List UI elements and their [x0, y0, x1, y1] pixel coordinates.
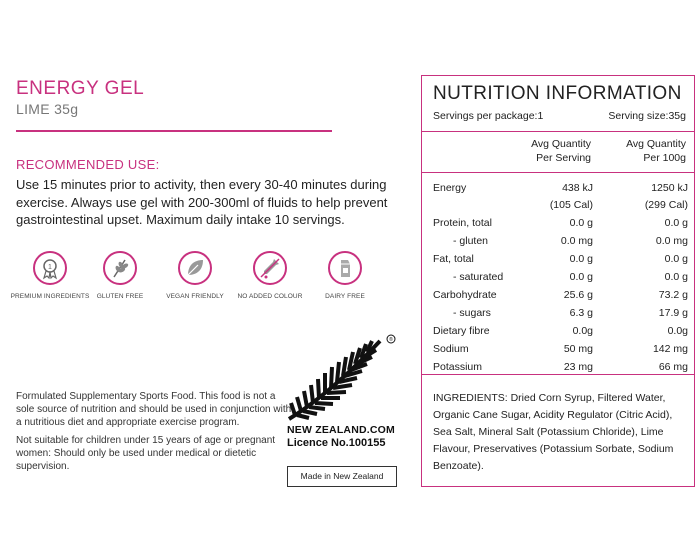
nutrient-name: - gluten — [453, 235, 489, 247]
col-header-per-serving — [511, 137, 591, 165]
ingredients-text: INGREDIENTS: Dried Corn Syrup, Filtered Water, Organic Cane Sugar, Acidity Regulator (Citric Acid), Sea Salt, Mineral Salt (Potassium Chloride), Lime Flavour, Preservatives (Potassium Sorbate, Sodium Benzoate). — [433, 392, 674, 472]
per-100g-value: 0.0 g — [664, 271, 688, 283]
nutrition-row — [433, 181, 688, 195]
per-serving-value: 0.0g — [572, 325, 593, 337]
per-100g-value: 0.0g — [667, 325, 688, 337]
nutrient-name: Potassium — [433, 361, 483, 373]
title-divider — [16, 130, 332, 132]
recommended-text: Use 15 minutes prior to activity, then every 30-40 minutes during exercise. Always use gel with 200-300ml of fluids to help prevent gastrointestinal upset. Maximum daily intake 10 servings. — [16, 177, 388, 227]
per-100g-value: (299 Cal) — [644, 199, 688, 211]
nutrition-divider-1 — [422, 131, 694, 132]
nutrition-panel — [421, 75, 695, 487]
wheat-icon — [103, 251, 137, 285]
nutrition-row — [433, 252, 688, 266]
nutrition-row — [433, 198, 688, 212]
fern-logo-icon — [285, 333, 400, 423]
svg-text:®: ® — [389, 337, 393, 343]
badge-dairy-free: DAIRY FREE — [305, 251, 385, 300]
nutrition-row — [433, 360, 688, 374]
col1-header-line2: Per Serving — [536, 152, 591, 164]
per-serving-value: 0.0 mg — [560, 235, 593, 247]
nutrient-name: - saturated — [453, 271, 504, 283]
nutrition-row — [433, 270, 688, 284]
disclaimer-paragraph-1: Formulated Supplementary Sports Food. This food is not a sole source of nutrition and should be used in conjunction with a nutritious diet and appropriate exercise program. — [16, 391, 292, 428]
product-title: ENERGY GEL — [16, 78, 145, 99]
per-serving-value: 23 mg — [563, 361, 593, 373]
per-100g-value: 73.2 g — [658, 289, 688, 301]
per-serving-value: 25.6 g — [563, 289, 593, 301]
servings-per-package: Servings per package:1 — [433, 110, 544, 122]
per-serving-value: (105 Cal) — [549, 199, 593, 211]
per-100g-value: 0.0 mg — [655, 235, 688, 247]
serving-size: Serving size:35g — [608, 110, 686, 122]
per-100g-value: 1250 kJ — [651, 182, 688, 194]
badge-no-added-colour: NO ADDED COLOUR — [230, 251, 310, 300]
nutrition-row — [433, 342, 688, 356]
product-subtitle: LIME 35g — [16, 101, 79, 117]
nutrition-row — [433, 216, 688, 230]
badge-row — [10, 251, 375, 311]
per-serving-value: 0.0 g — [569, 253, 593, 265]
nutrient-name: Dietary fibre — [433, 325, 490, 337]
dropper-icon — [253, 251, 287, 285]
medal-icon — [33, 251, 67, 285]
nutrient-name: Carbohydrate — [433, 289, 497, 301]
col-header-per-100g — [606, 137, 686, 165]
nutrition-divider-3 — [422, 374, 694, 375]
col2-header-line2: Per 100g — [643, 152, 686, 164]
made-in-badge: Made in New Zealand — [287, 466, 397, 487]
nz-licence: Licence No.100155 — [287, 437, 386, 449]
nutrient-name: - sugars — [453, 307, 491, 319]
recommended-heading: RECOMMENDED USE: — [16, 157, 160, 172]
disclaimer — [16, 390, 296, 478]
milk-carton-icon — [328, 251, 362, 285]
col2-header-line1: Avg Quantity — [626, 138, 686, 150]
nutrition-row — [433, 288, 688, 302]
nutrition-row — [433, 234, 688, 248]
per-100g-value: 142 mg — [652, 343, 688, 355]
badge-gluten-free: GLUTEN FREE — [80, 251, 160, 300]
col1-header-line1: Avg Quantity — [531, 138, 591, 150]
per-100g-value: 17.9 g — [658, 307, 688, 319]
nutrition-row — [433, 324, 688, 338]
nz-brand: NEW ZEALAND.COM — [287, 424, 395, 436]
nutrient-name: Fat, total — [433, 253, 474, 265]
per-100g-value: 66 mg — [658, 361, 688, 373]
per-serving-value: 0.0 g — [569, 217, 593, 229]
per-serving-value: 0.0 g — [569, 271, 593, 283]
nutrition-divider-2 — [422, 172, 694, 173]
badge-vegan: VEGAN FRIENDLY — [155, 251, 235, 300]
disclaimer-paragraph-2: Not suitable for children under 15 years of age or pregnant women: Should only be used under medical or dietetic supervision. — [16, 435, 276, 472]
nutrient-name: Energy — [433, 182, 467, 194]
per-serving-value: 50 mg — [563, 343, 593, 355]
per-100g-value: 0.0 g — [664, 253, 688, 265]
nutrition-title: NUTRITION INFORMATION — [433, 83, 682, 104]
per-100g-value: 0.0 g — [664, 217, 688, 229]
nutrition-row — [433, 306, 688, 320]
nutrient-name: Sodium — [433, 343, 469, 355]
svg-text:1: 1 — [48, 264, 52, 271]
per-serving-value: 438 kJ — [562, 182, 593, 194]
badge-premium: 1 PREMIUM INGREDIENTS — [10, 251, 90, 300]
nutrient-name: Protein, total — [433, 217, 492, 229]
leaf-icon — [178, 251, 212, 285]
per-serving-value: 6.3 g — [569, 307, 593, 319]
